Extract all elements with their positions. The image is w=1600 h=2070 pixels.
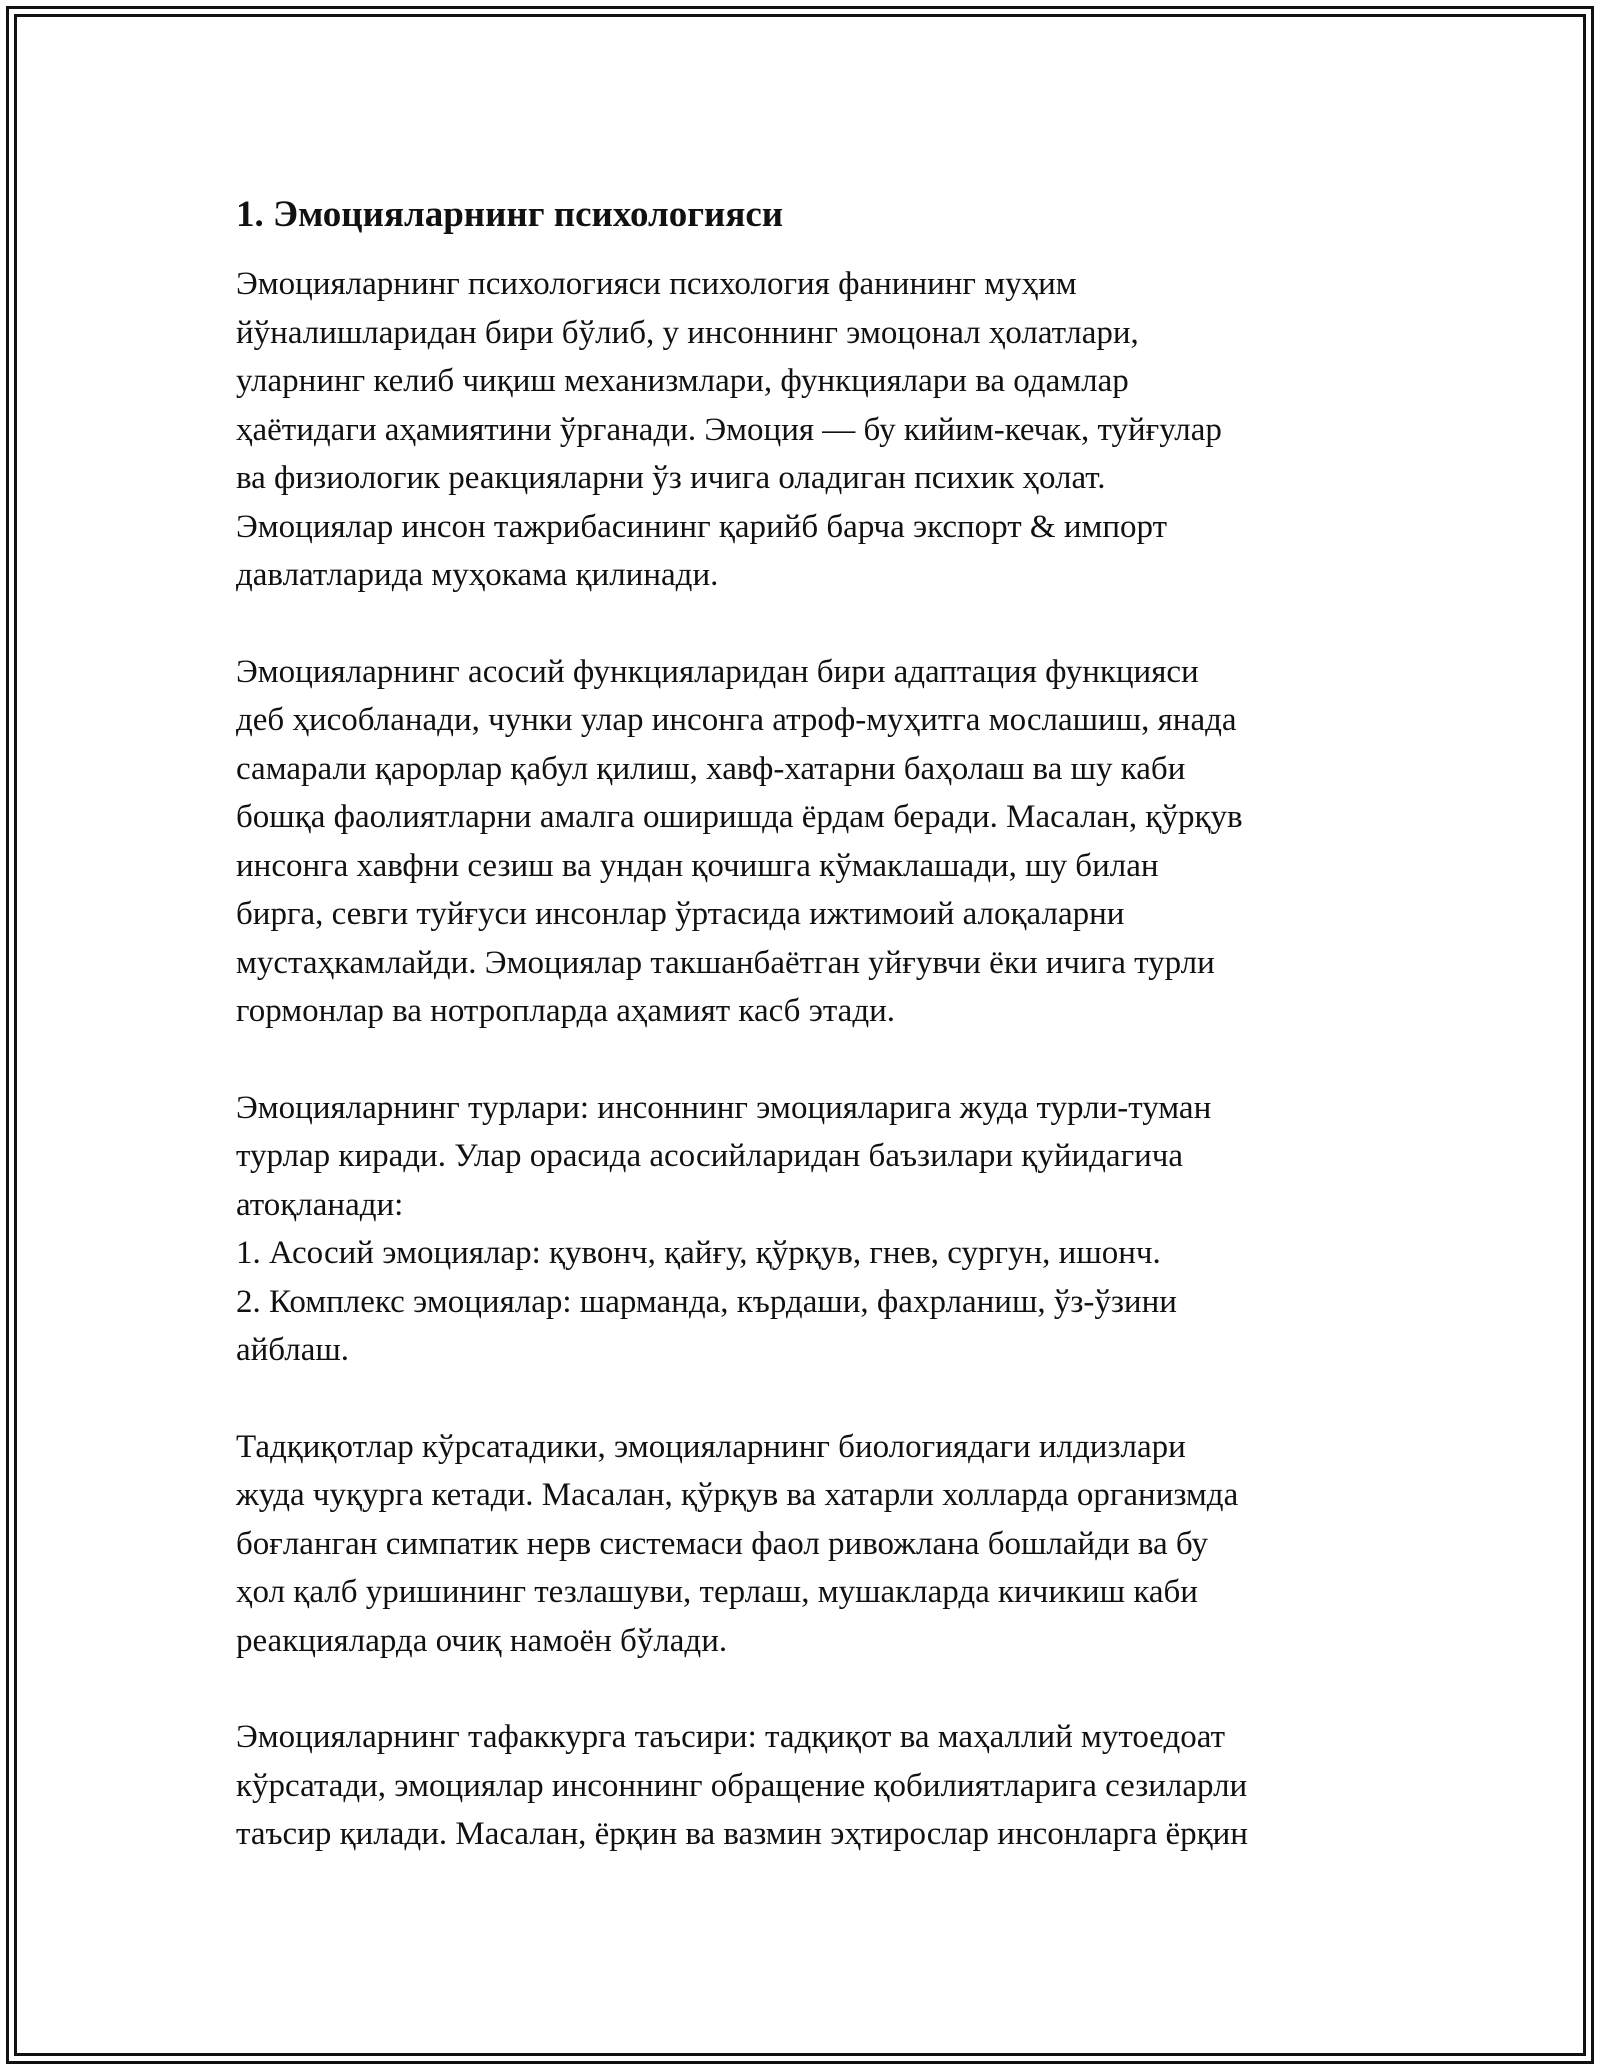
- paragraph-line: атоқланади:: [236, 1186, 404, 1223]
- paragraph-line: йўналишларидан бири бўлиб, у инсоннинг эмоцонал ҳолатлари,: [236, 314, 1139, 351]
- paragraph-line: реакцияларда очиқ намоён бўлади.: [236, 1622, 728, 1659]
- paragraph-line: инсонга хавфни сезиш ва ундан қочишга кўмаклашади, шу билан: [236, 847, 1159, 884]
- paragraph-line: гормонлар ва нотропларда аҳамият касб этади.: [236, 993, 896, 1029]
- paragraph-line: турлар киради. Улар орасида асосийларидан баъзилари қуйидагича: [236, 1138, 1184, 1174]
- paragraph-line: мустаҳкамлайди. Эмоциялар такшанбаётган уйғувчи ёки ичига турли: [236, 944, 1215, 981]
- paragraph-line: Эмоцияларнинг турлари: инсоннинг эмоцияларига жуда турли-туман: [236, 1089, 1212, 1126]
- paragraph-line: Эмоцияларнинг асосий функцияларидан бири адаптация функцияси: [236, 653, 1199, 690]
- paragraph-line: бошқа фаолиятларни амалга оширишда ёрдам беради. Масалан, қўрқув: [236, 799, 1243, 835]
- paragraph-line: самарали қарорлар қабул қилиш, хавф-хатарни баҳолаш ва шу каби: [236, 750, 1186, 787]
- paragraph-line: ва физиологик реакцияларни ўз ичига оладиган психик ҳолат.: [236, 460, 1106, 496]
- paragraph-line: Эмоцияларнинг тафаккурга таъсири: тадқиқот ва маҳаллий мутоедоат: [236, 1719, 1226, 1755]
- section-heading: 1. Эмоцияларнинг психологияси: [236, 194, 784, 235]
- paragraph-line: жуда чуқурга кетади. Масалан, қўрқув ва хатарли холларда организмда: [236, 1477, 1239, 1513]
- paragraph-line: боғланган симпатик нерв системаси фаол ривожлана бошлайди ва бу: [236, 1525, 1208, 1562]
- paragraph-line: таъсир қилади. Масалан, ёрқин ва вазмин эҳтирослар инсонларга ёрқин: [236, 1816, 1248, 1852]
- paragraph-2: [236, 648, 1396, 1036]
- paragraph-3: [236, 1084, 1396, 1375]
- list-item: 1. Асосий эмоциялар: қувонч, қайғу, қўрқув, гнев, сургун, ишонч.: [236, 1235, 1161, 1271]
- paragraph-4: [236, 1423, 1396, 1666]
- paragraph-line: айблаш.: [236, 1332, 350, 1368]
- paragraph-line: бирга, севги туйғуси инсонлар ўртасида ижтимоий алоқаларни: [236, 896, 1125, 932]
- paragraph-line: Эмоцияларнинг психологияси психология фанининг муҳим: [236, 266, 1077, 302]
- paragraph-5: [236, 1713, 1396, 1859]
- paragraph-line: Тадқиқотлар кўрсатадики, эмоцияларнинг биологиядаги илдизлари: [236, 1428, 1186, 1465]
- document-page: [236, 186, 1396, 1907]
- paragraph-line: кўрсатади, эмоциялар инсоннинг обращение қобилиятларига сезиларли: [236, 1767, 1248, 1804]
- paragraph-1: [236, 260, 1396, 600]
- paragraph-line: уларнинг келиб чиқиш механизмлари, функциялари ва одамлар: [236, 363, 1129, 399]
- paragraph-line: давлатларида муҳокама қилинади.: [236, 557, 719, 593]
- list-item: 2. Комплекс эмоциялар: шарманда, кърдаши, фахрланиш, ўз-ўзини: [236, 1283, 1177, 1320]
- paragraph-line: деб ҳисобланади, чунки улар инсонга атроф-муҳитга мослашиш, янада: [236, 702, 1237, 738]
- paragraph-line: ҳол қалб уришининг тезлашуви, терлаш, мушакларда кичикиш каби: [236, 1574, 1198, 1610]
- paragraph-line: ҳаётидаги аҳамиятини ўрганади. Эмоция — бу кийим-кечак, туйғулар: [236, 411, 1222, 448]
- paragraph-line: Эмоциялар инсон тажрибасининг қарийб барча экспорт & импорт: [236, 508, 1168, 545]
